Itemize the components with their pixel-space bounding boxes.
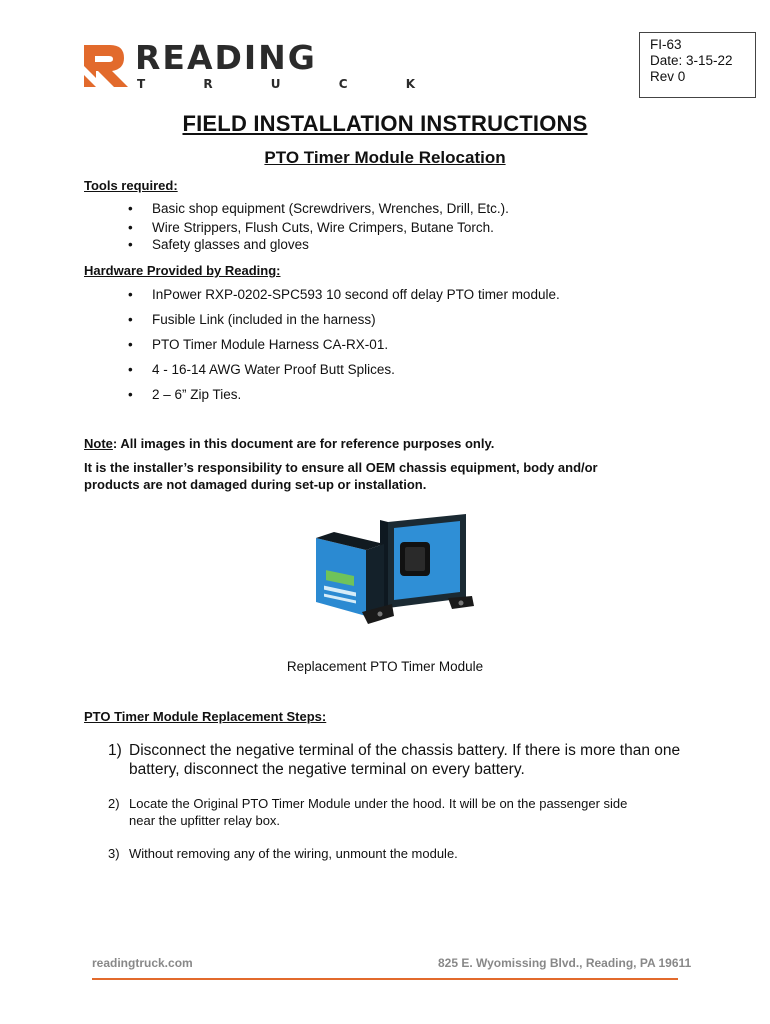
step-text-cont: near the upfitter relay box. (129, 813, 281, 828)
pto-timer-module-image (288, 500, 478, 630)
hardware-item: InPower RXP-0202-SPC593 10 second off delay PTO timer module. (152, 287, 560, 302)
bullet-icon: • (128, 312, 133, 327)
note-line (84, 436, 494, 451)
tools-item: Safety glasses and gloves (152, 237, 309, 252)
footer-address: 825 E. Wyomissing Blvd., Reading, PA 19611 (438, 956, 692, 970)
page-title: FIELD INSTALLATION INSTRUCTIONS (182, 111, 588, 136)
step-text: Locate the Original PTO Timer Module under the hood. It will be on the passenger side (129, 796, 628, 811)
bullet-icon: • (128, 237, 133, 252)
doc-info-box (639, 32, 756, 98)
footer-website: readingtruck.com (92, 956, 193, 970)
brand-name: READING (135, 38, 317, 77)
image-caption: Replacement PTO Timer Module (286, 659, 484, 674)
bullet-icon: • (128, 387, 133, 402)
step-number: 2) (108, 796, 120, 811)
hardware-item: PTO Timer Module Harness CA-RX-01. (152, 337, 389, 352)
bullet-icon: • (128, 337, 133, 352)
tools-item: Basic shop equipment (Screwdrivers, Wrenches, Drill, Etc.). (152, 201, 509, 216)
step-number: 1) (108, 742, 122, 759)
footer-divider (92, 978, 678, 980)
hardware-item: 4 - 16-14 AWG Water Proof Butt Splices. (152, 362, 395, 377)
tools-item: Wire Strippers, Flush Cuts, Wire Crimpers, Butane Torch. (152, 220, 494, 235)
page-subtitle: PTO Timer Module Relocation (264, 148, 506, 167)
tools-heading: Tools required: (84, 178, 178, 193)
doc-revision: Rev 0 (650, 69, 686, 84)
brand-subname: T R U C K (137, 77, 442, 91)
note-text: : All images in this document are for reference purposes only. (112, 436, 495, 451)
note-label: Note (84, 436, 113, 451)
step-text: Without removing any of the wiring, unmount the module. (129, 846, 458, 861)
note-line-3: products are not damaged during set-up or installation. (84, 477, 427, 492)
bullet-icon: • (128, 362, 133, 377)
bullet-icon: • (128, 287, 133, 302)
step-text-cont: battery, disconnect the negative terminal on every battery. (129, 761, 525, 778)
doc-number: FI-63 (650, 37, 682, 52)
steps-heading: PTO Timer Module Replacement Steps: (84, 709, 327, 724)
hardware-item: Fusible Link (included in the harness) (152, 312, 376, 327)
step-number: 3) (108, 846, 120, 861)
note-line-2: It is the installer’s responsibility to ensure all OEM chassis equipment, body and/or (84, 460, 598, 475)
hardware-heading: Hardware Provided by Reading: (84, 263, 281, 278)
hardware-item: 2 – 6” Zip Ties. (152, 387, 242, 402)
step-text: Disconnect the negative terminal of the chassis battery. If there is more than one (129, 742, 681, 759)
doc-date: Date: 3-15-22 (650, 53, 733, 68)
bullet-icon: • (128, 201, 133, 216)
bullet-icon: • (128, 220, 133, 235)
page-subtitle-wrap (0, 148, 770, 168)
page-title-wrap (0, 111, 770, 137)
reading-logo-mark-icon (84, 45, 128, 87)
